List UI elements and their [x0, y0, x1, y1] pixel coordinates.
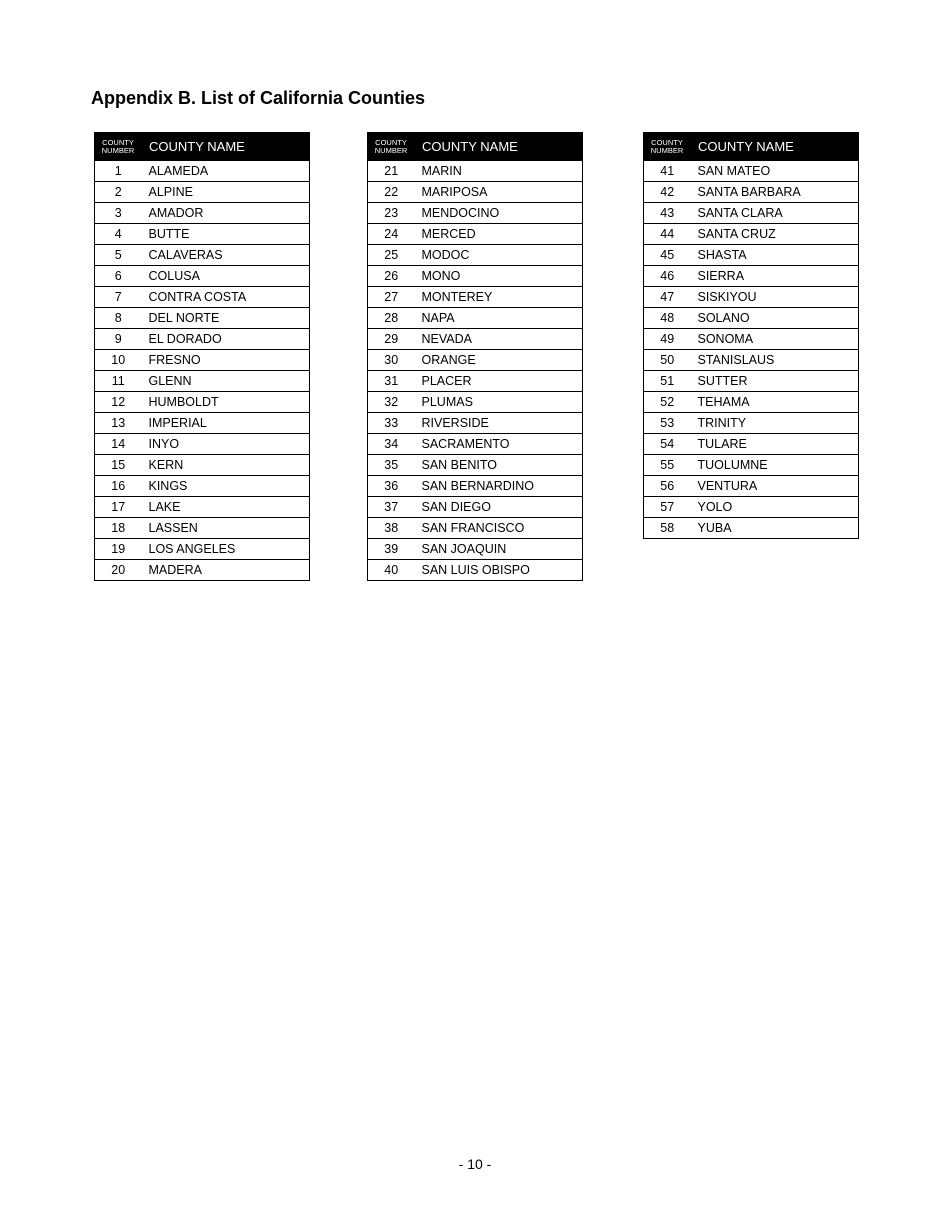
county-name: DEL NORTE: [142, 308, 310, 329]
county-table-1: [94, 132, 310, 581]
table-row: [95, 497, 310, 518]
county-number: 23: [368, 203, 415, 224]
county-name: CONTRA COSTA: [142, 287, 310, 308]
county-name: SISKIYOU: [691, 287, 859, 308]
county-name: VENTURA: [691, 476, 859, 497]
county-name: SOLANO: [691, 308, 859, 329]
county-name: KINGS: [142, 476, 310, 497]
table-row: [644, 392, 859, 413]
county-number: 5: [95, 245, 142, 266]
county-name: YOLO: [691, 497, 859, 518]
county-number: 49: [644, 329, 691, 350]
county-name: MADERA: [142, 560, 310, 581]
county-name: EL DORADO: [142, 329, 310, 350]
county-number: 13: [95, 413, 142, 434]
table-row: [368, 518, 583, 539]
table-row: [95, 539, 310, 560]
table-row: [644, 455, 859, 476]
county-table-3: [643, 132, 859, 539]
table-row: [368, 497, 583, 518]
county-name: GLENN: [142, 371, 310, 392]
county-number: 28: [368, 308, 415, 329]
table-row: [644, 203, 859, 224]
county-name: SAN FRANCISCO: [415, 518, 583, 539]
county-number: 30: [368, 350, 415, 371]
county-name: SANTA BARBARA: [691, 182, 859, 203]
county-name: NEVADA: [415, 329, 583, 350]
county-name: YUBA: [691, 518, 859, 539]
county-number: 40: [368, 560, 415, 581]
county-name: MARIPOSA: [415, 182, 583, 203]
county-number: 54: [644, 434, 691, 455]
county-name: CALAVERAS: [142, 245, 310, 266]
table-row: [95, 266, 310, 287]
county-name: ALAMEDA: [142, 161, 310, 182]
county-number: 45: [644, 245, 691, 266]
county-number: 52: [644, 392, 691, 413]
table-row: [644, 266, 859, 287]
table-row: [368, 266, 583, 287]
table-row: [368, 161, 583, 182]
table-row: [95, 518, 310, 539]
county-name: MONO: [415, 266, 583, 287]
county-number: 48: [644, 308, 691, 329]
table-row: [644, 182, 859, 203]
table-row: [368, 287, 583, 308]
table-row: [95, 329, 310, 350]
table-row: [95, 182, 310, 203]
county-name: RIVERSIDE: [415, 413, 583, 434]
county-number: 7: [95, 287, 142, 308]
county-number: 18: [95, 518, 142, 539]
county-number: 38: [368, 518, 415, 539]
county-number: 46: [644, 266, 691, 287]
county-number: 25: [368, 245, 415, 266]
county-name: SHASTA: [691, 245, 859, 266]
county-number: 32: [368, 392, 415, 413]
county-name: MENDOCINO: [415, 203, 583, 224]
county-name: MERCED: [415, 224, 583, 245]
county-number: 20: [95, 560, 142, 581]
county-name: IMPERIAL: [142, 413, 310, 434]
county-number: 51: [644, 371, 691, 392]
table-row: [368, 350, 583, 371]
county-number: 8: [95, 308, 142, 329]
county-name: SAN BERNARDINO: [415, 476, 583, 497]
county-name: STANISLAUS: [691, 350, 859, 371]
table-row: [95, 287, 310, 308]
county-number: 11: [95, 371, 142, 392]
table-row: [368, 329, 583, 350]
county-number: 12: [95, 392, 142, 413]
county-number: 26: [368, 266, 415, 287]
table-row: [368, 476, 583, 497]
county-name: SANTA CLARA: [691, 203, 859, 224]
county-number: 2: [95, 182, 142, 203]
county-number-header: [368, 133, 415, 161]
county-name: AMADOR: [142, 203, 310, 224]
table-row: [368, 455, 583, 476]
county-number: 19: [95, 539, 142, 560]
county-number: 44: [644, 224, 691, 245]
table-row: [644, 308, 859, 329]
county-name: TULARE: [691, 434, 859, 455]
county-name: BUTTE: [142, 224, 310, 245]
county-number: 14: [95, 434, 142, 455]
county-number: 39: [368, 539, 415, 560]
county-number-header-line1: COUNTY: [651, 137, 683, 147]
county-name: SAN JOAQUIN: [415, 539, 583, 560]
table-row: [368, 413, 583, 434]
county-name: ALPINE: [142, 182, 310, 203]
county-name-header: COUNTY NAME: [415, 133, 583, 161]
county-name: MARIN: [415, 161, 583, 182]
county-number-header-line2: NUMBER: [374, 145, 408, 155]
county-number: 55: [644, 455, 691, 476]
county-number: 27: [368, 287, 415, 308]
table-row: [644, 161, 859, 182]
table-row: [368, 392, 583, 413]
page-title: Appendix B. List of California Counties: [91, 88, 426, 108]
county-name: COLUSA: [142, 266, 310, 287]
county-number: 15: [95, 455, 142, 476]
county-name: SONOMA: [691, 329, 859, 350]
county-table-body: [644, 161, 859, 539]
county-number: 34: [368, 434, 415, 455]
county-number: 17: [95, 497, 142, 518]
county-number: 36: [368, 476, 415, 497]
county-name: SANTA CRUZ: [691, 224, 859, 245]
county-name: LAKE: [142, 497, 310, 518]
table-header-row: [644, 133, 859, 161]
county-number: 50: [644, 350, 691, 371]
county-name: INYO: [142, 434, 310, 455]
county-name: NAPA: [415, 308, 583, 329]
county-number: 43: [644, 203, 691, 224]
table-row: [95, 476, 310, 497]
county-number: 4: [95, 224, 142, 245]
table-row: [95, 350, 310, 371]
county-number: 31: [368, 371, 415, 392]
table-row: [644, 245, 859, 266]
county-number: 10: [95, 350, 142, 371]
county-number: 58: [644, 518, 691, 539]
county-number: 29: [368, 329, 415, 350]
county-name: MODOC: [415, 245, 583, 266]
table-row: [368, 434, 583, 455]
county-number: 16: [95, 476, 142, 497]
table-row: [368, 182, 583, 203]
table-row: [368, 371, 583, 392]
table-row: [368, 203, 583, 224]
county-name: PLUMAS: [415, 392, 583, 413]
county-name: HUMBOLDT: [142, 392, 310, 413]
county-number-header: [644, 133, 691, 161]
table-row: [368, 560, 583, 581]
table-row: [95, 371, 310, 392]
table-row: [95, 245, 310, 266]
table-header-row: [368, 133, 583, 161]
county-number: 9: [95, 329, 142, 350]
county-name: SAN MATEO: [691, 161, 859, 182]
table-row: [644, 224, 859, 245]
county-name-header: COUNTY NAME: [691, 133, 859, 161]
county-number-header: [95, 133, 142, 161]
table-row: [95, 434, 310, 455]
county-name: SIERRA: [691, 266, 859, 287]
page-number: - 10 -: [458, 1156, 492, 1172]
county-name: TUOLUMNE: [691, 455, 859, 476]
table-header-row: [95, 133, 310, 161]
county-number-header-line1: COUNTY: [375, 137, 407, 147]
county-number: 21: [368, 161, 415, 182]
county-name: PLACER: [415, 371, 583, 392]
county-name: ORANGE: [415, 350, 583, 371]
county-number-header-line1: COUNTY: [102, 137, 134, 147]
table-row: [95, 392, 310, 413]
table-row: [644, 434, 859, 455]
county-number-header-line2: NUMBER: [650, 145, 684, 155]
county-name: MONTEREY: [415, 287, 583, 308]
table-row: [644, 518, 859, 539]
county-name: SUTTER: [691, 371, 859, 392]
county-name: KERN: [142, 455, 310, 476]
county-name: SAN LUIS OBISPO: [415, 560, 583, 581]
table-row: [95, 308, 310, 329]
table-row: [368, 539, 583, 560]
table-row: [644, 371, 859, 392]
county-number: 42: [644, 182, 691, 203]
county-number: 3: [95, 203, 142, 224]
table-row: [95, 413, 310, 434]
county-number: 33: [368, 413, 415, 434]
county-number: 37: [368, 497, 415, 518]
county-name: SAN BENITO: [415, 455, 583, 476]
table-row: [644, 497, 859, 518]
county-name: TRINITY: [691, 413, 859, 434]
table-row: [644, 329, 859, 350]
county-name: LOS ANGELES: [142, 539, 310, 560]
county-name: SAN DIEGO: [415, 497, 583, 518]
county-name: TEHAMA: [691, 392, 859, 413]
county-number: 24: [368, 224, 415, 245]
county-number: 47: [644, 287, 691, 308]
table-row: [95, 455, 310, 476]
table-row: [644, 413, 859, 434]
table-row: [95, 560, 310, 581]
table-row: [95, 161, 310, 182]
county-table-2: [367, 132, 583, 581]
county-number: 53: [644, 413, 691, 434]
county-number: 41: [644, 161, 691, 182]
county-table-body: [368, 161, 583, 581]
county-number: 57: [644, 497, 691, 518]
county-number-header-line2: NUMBER: [101, 145, 135, 155]
county-number: 35: [368, 455, 415, 476]
county-number: 56: [644, 476, 691, 497]
county-name: FRESNO: [142, 350, 310, 371]
county-name-header: COUNTY NAME: [142, 133, 310, 161]
county-table-body: [95, 161, 310, 581]
table-row: [644, 350, 859, 371]
county-name: LASSEN: [142, 518, 310, 539]
table-row: [95, 203, 310, 224]
county-number: 22: [368, 182, 415, 203]
table-row: [368, 245, 583, 266]
table-row: [95, 224, 310, 245]
table-row: [368, 224, 583, 245]
county-name: SACRAMENTO: [415, 434, 583, 455]
county-number: 1: [95, 161, 142, 182]
county-number: 6: [95, 266, 142, 287]
table-row: [368, 308, 583, 329]
table-row: [644, 287, 859, 308]
table-row: [644, 476, 859, 497]
